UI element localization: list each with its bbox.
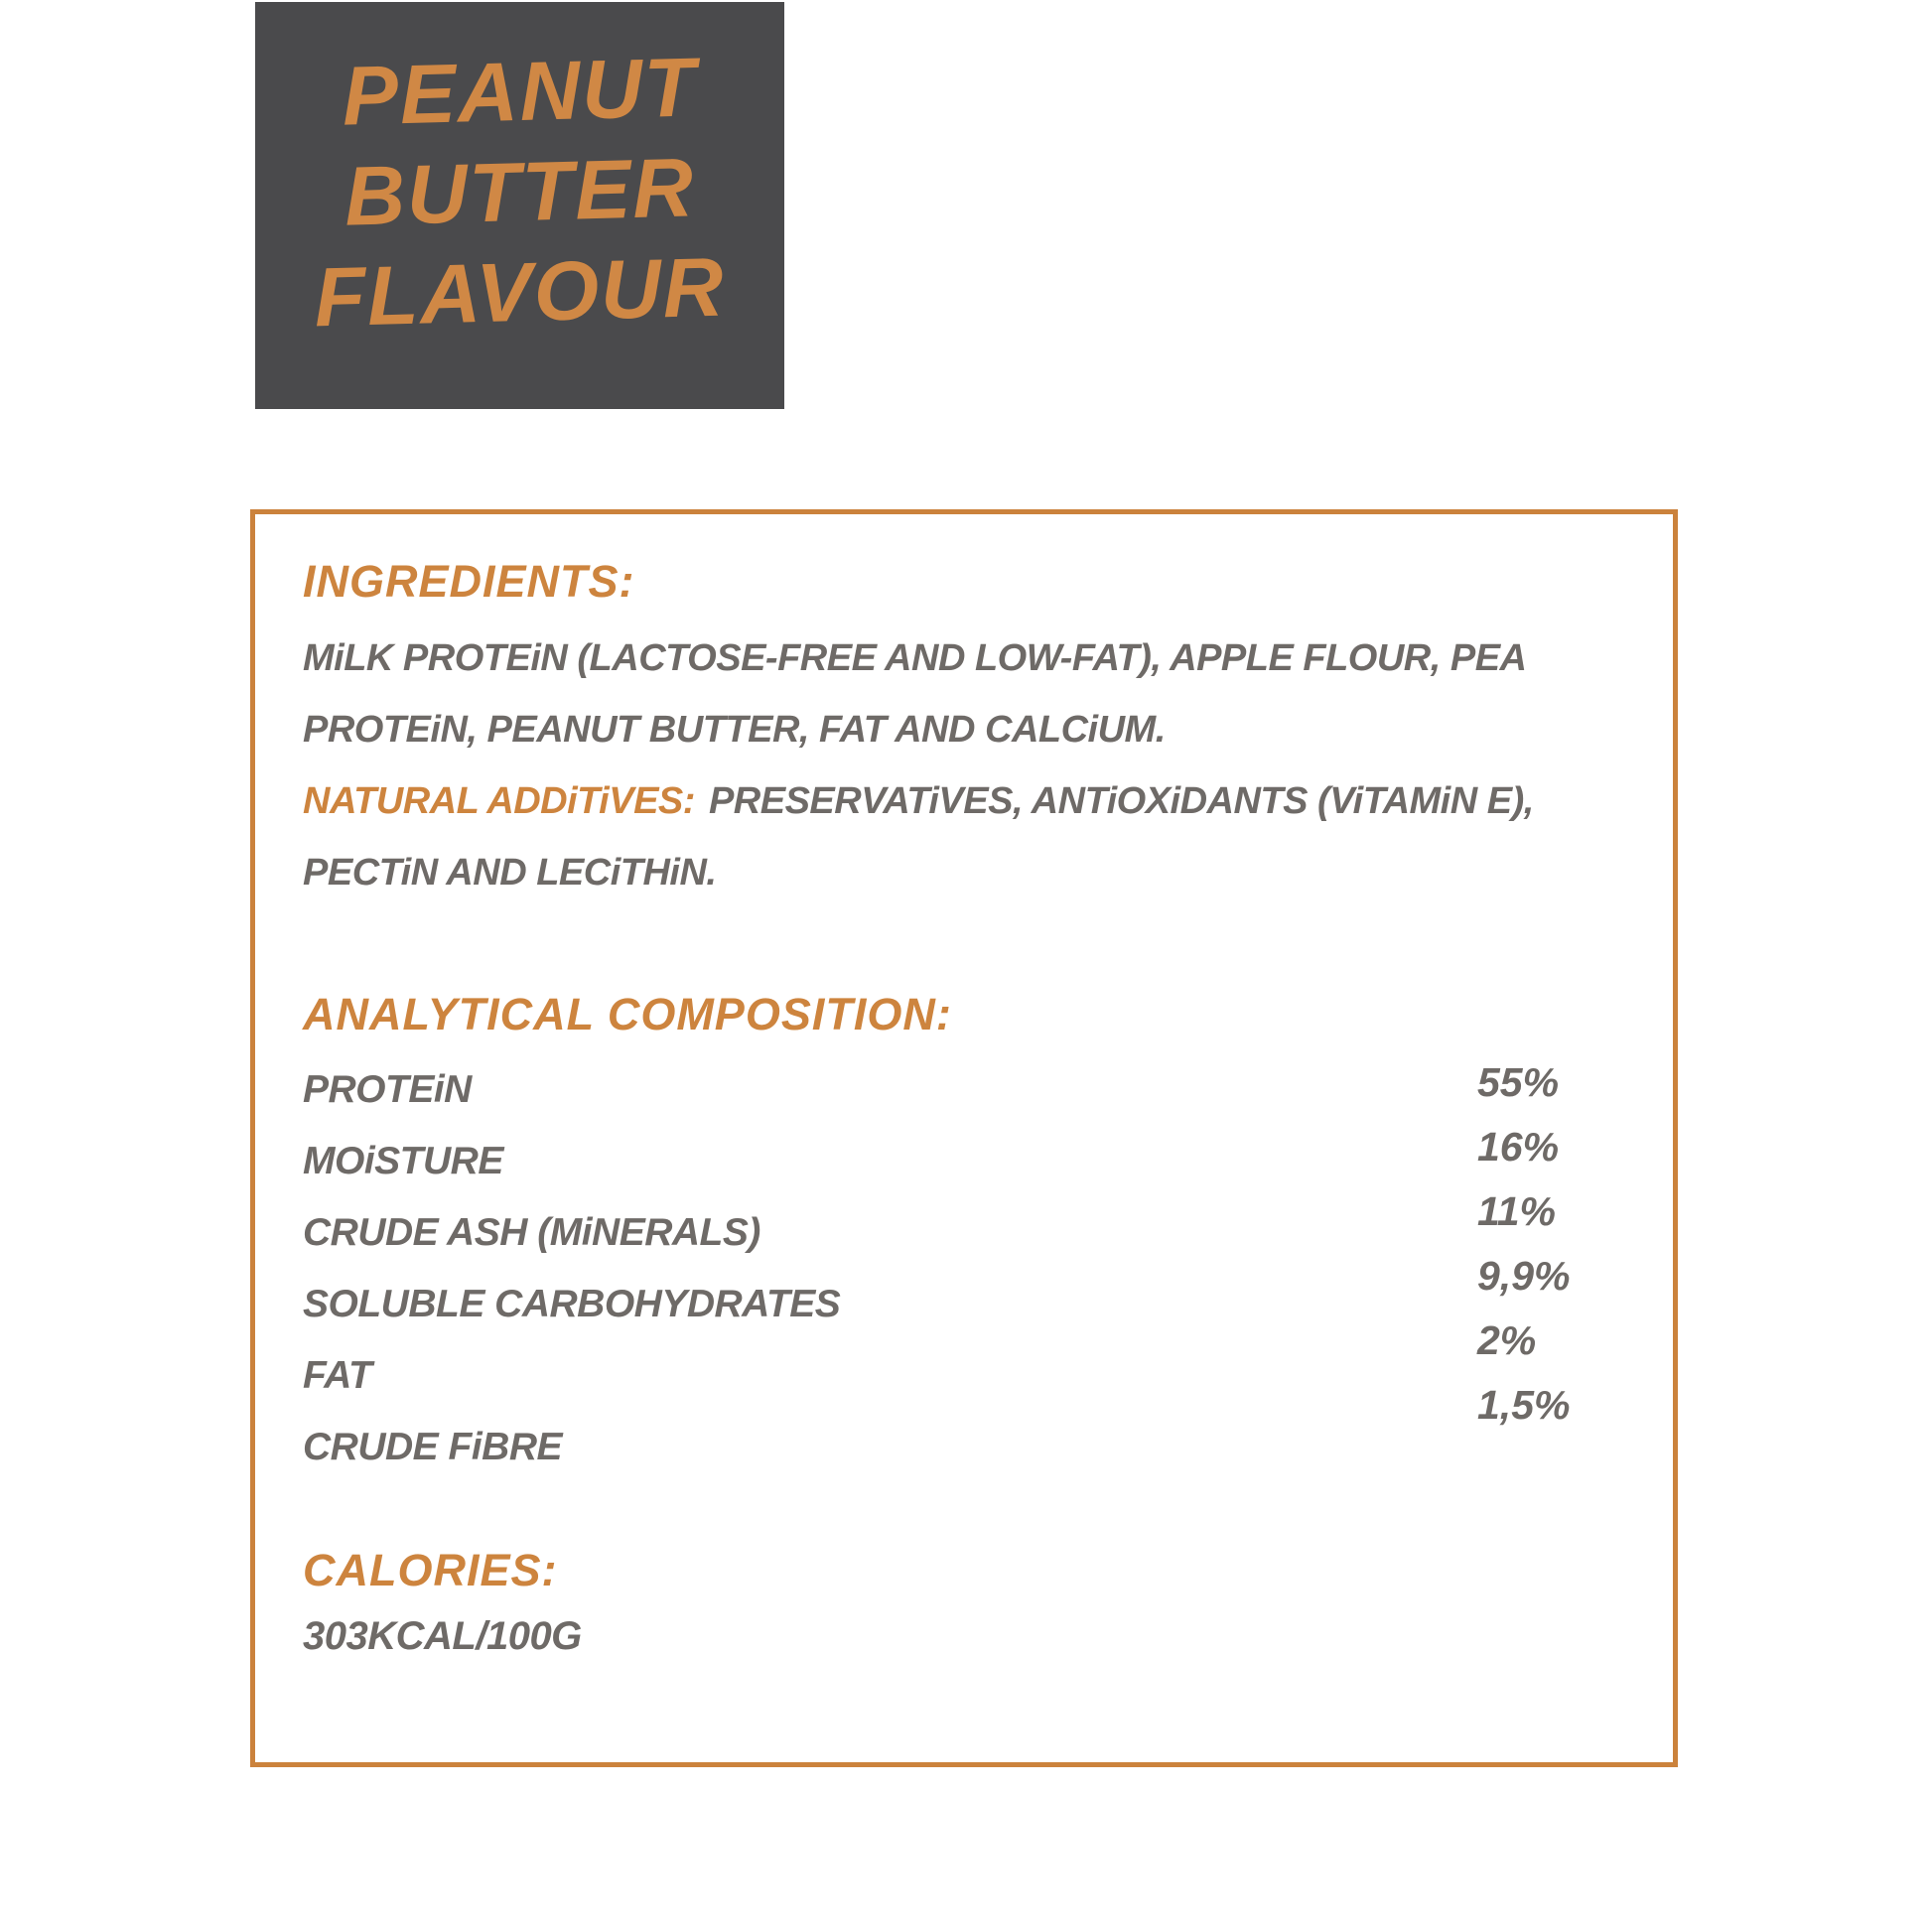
- analytical-composition-heading: ANALYTICAL COMPOSITION:: [303, 989, 952, 1039]
- analytical-row-label: MOiSTURE: [303, 1140, 503, 1182]
- calories-heading: CALORIES:: [303, 1545, 558, 1595]
- calories-value: 303KCAL/100G: [303, 1614, 582, 1658]
- flavour-title-box: [255, 2, 784, 409]
- natural-additives-label: NATURAL ADDiTiVES:: [303, 780, 695, 822]
- analytical-row-label: CRUDE FiBRE: [303, 1426, 563, 1468]
- analytical-values-column: [1477, 1050, 1570, 1438]
- flavour-title-line-3: FLAVOUR: [313, 239, 727, 345]
- analytical-row-label: FAT: [303, 1354, 372, 1397]
- analytical-row-value: 2%: [1477, 1317, 1537, 1363]
- natural-additives-line-2: PECTiN AND LECiTHiN.: [303, 852, 717, 894]
- analytical-row-value: 11%: [1477, 1188, 1557, 1234]
- analytical-row-value: 55%: [1477, 1059, 1560, 1105]
- analytical-row-label: CRUDE ASH (MiNERALS): [303, 1211, 760, 1254]
- analytical-row-value: 9,9%: [1477, 1253, 1571, 1299]
- analytical-labels-column: [303, 1054, 840, 1483]
- ingredients-heading: INGREDIENTS:: [303, 556, 635, 607]
- analytical-row-value: 16%: [1477, 1124, 1560, 1170]
- analytical-row-value: 1,5%: [1477, 1382, 1571, 1428]
- ingredients-text-line-2: PROTEiN, PEANUT BUTTER, FAT AND CALCiUM.: [303, 709, 1166, 751]
- analytical-row-label: SOLUBLE CARBOHYDRATES: [303, 1283, 841, 1325]
- ingredients-text-line-1: MiLK PROTEiN (LACTOSE-FREE AND LOW-FAT), APPLE FLOUR, PEA: [303, 637, 1527, 679]
- natural-additives-text: PRESERVATiVES, ANTiOXiDANTS (ViTAMiN E),: [708, 780, 1534, 822]
- analytical-row-label: PROTEiN: [303, 1068, 472, 1111]
- flavour-title-line-2: BUTTER: [343, 140, 696, 243]
- flavour-title-line-1: PEANUT: [341, 40, 699, 143]
- natural-additives-line: [303, 780, 1534, 823]
